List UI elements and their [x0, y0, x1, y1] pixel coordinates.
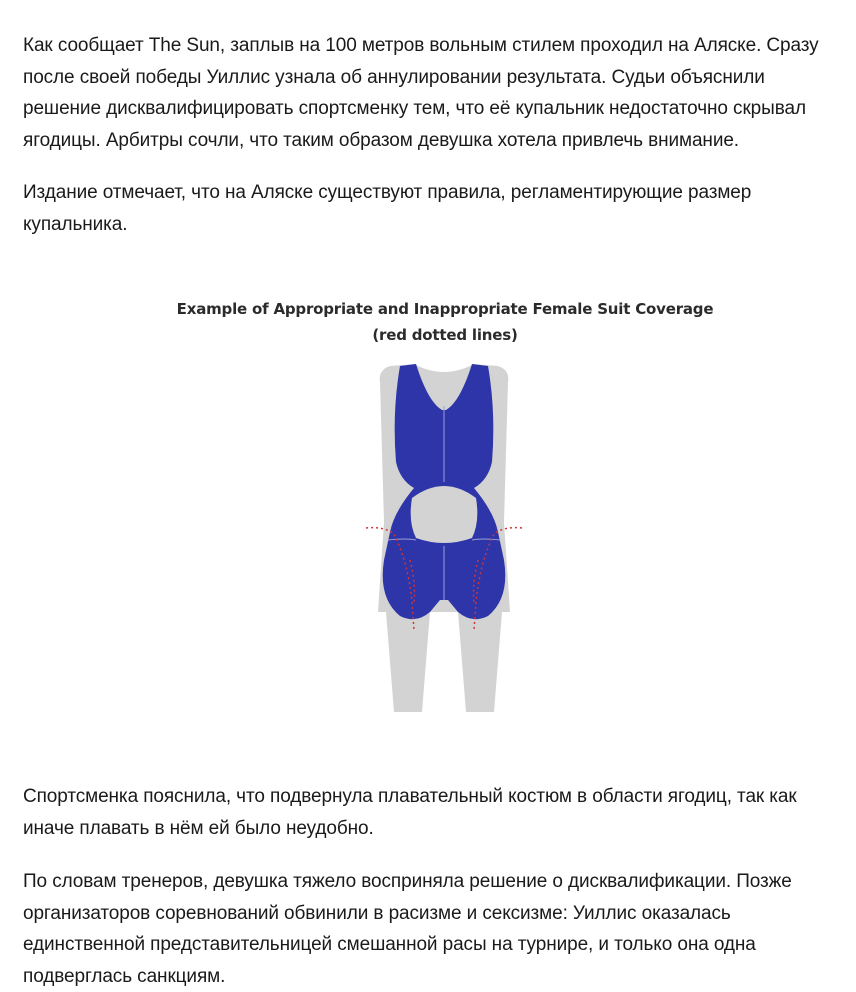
- figure-title: Example of Appropriate and Inappropriate Female Suit Coverage: [176, 300, 714, 318]
- suit-coverage-figure: [150, 290, 740, 730]
- swimsuit-illustration: [364, 362, 524, 722]
- article-paragraph: Как сообщает The Sun, заплыв на 100 метров вольным стилем проходил на Аляске. Сразу после своей победы Уиллис узнала об аннулировании результата. Судьи объяснили решение дисквалифицировать спортсменку тем, что её купальник недостаточно скрывал ягодицы. Арбитры сочли, что таким образом девушка хотела привлечь внимание.: [23, 35, 819, 151]
- article-paragraph: Спортсменка пояснила, что подвернула плавательный костюм в области ягодиц, так как иначе плавать в нём ей было неудобно.: [23, 786, 797, 839]
- figure-subtitle: (red dotted lines): [372, 326, 518, 344]
- article-paragraph: По словам тренеров, девушка тяжело восприняла решение о дисквалификации. Позже организаторов соревнований обвинили в расизме и сексизме: Уиллис оказалась единственной представительницей смешанной расы на турнире, и только она одна подверглась санкциям.: [23, 871, 792, 987]
- article-paragraph: Издание отмечает, что на Аляске существуют правила, регламентирующие размер купальника.: [23, 182, 752, 235]
